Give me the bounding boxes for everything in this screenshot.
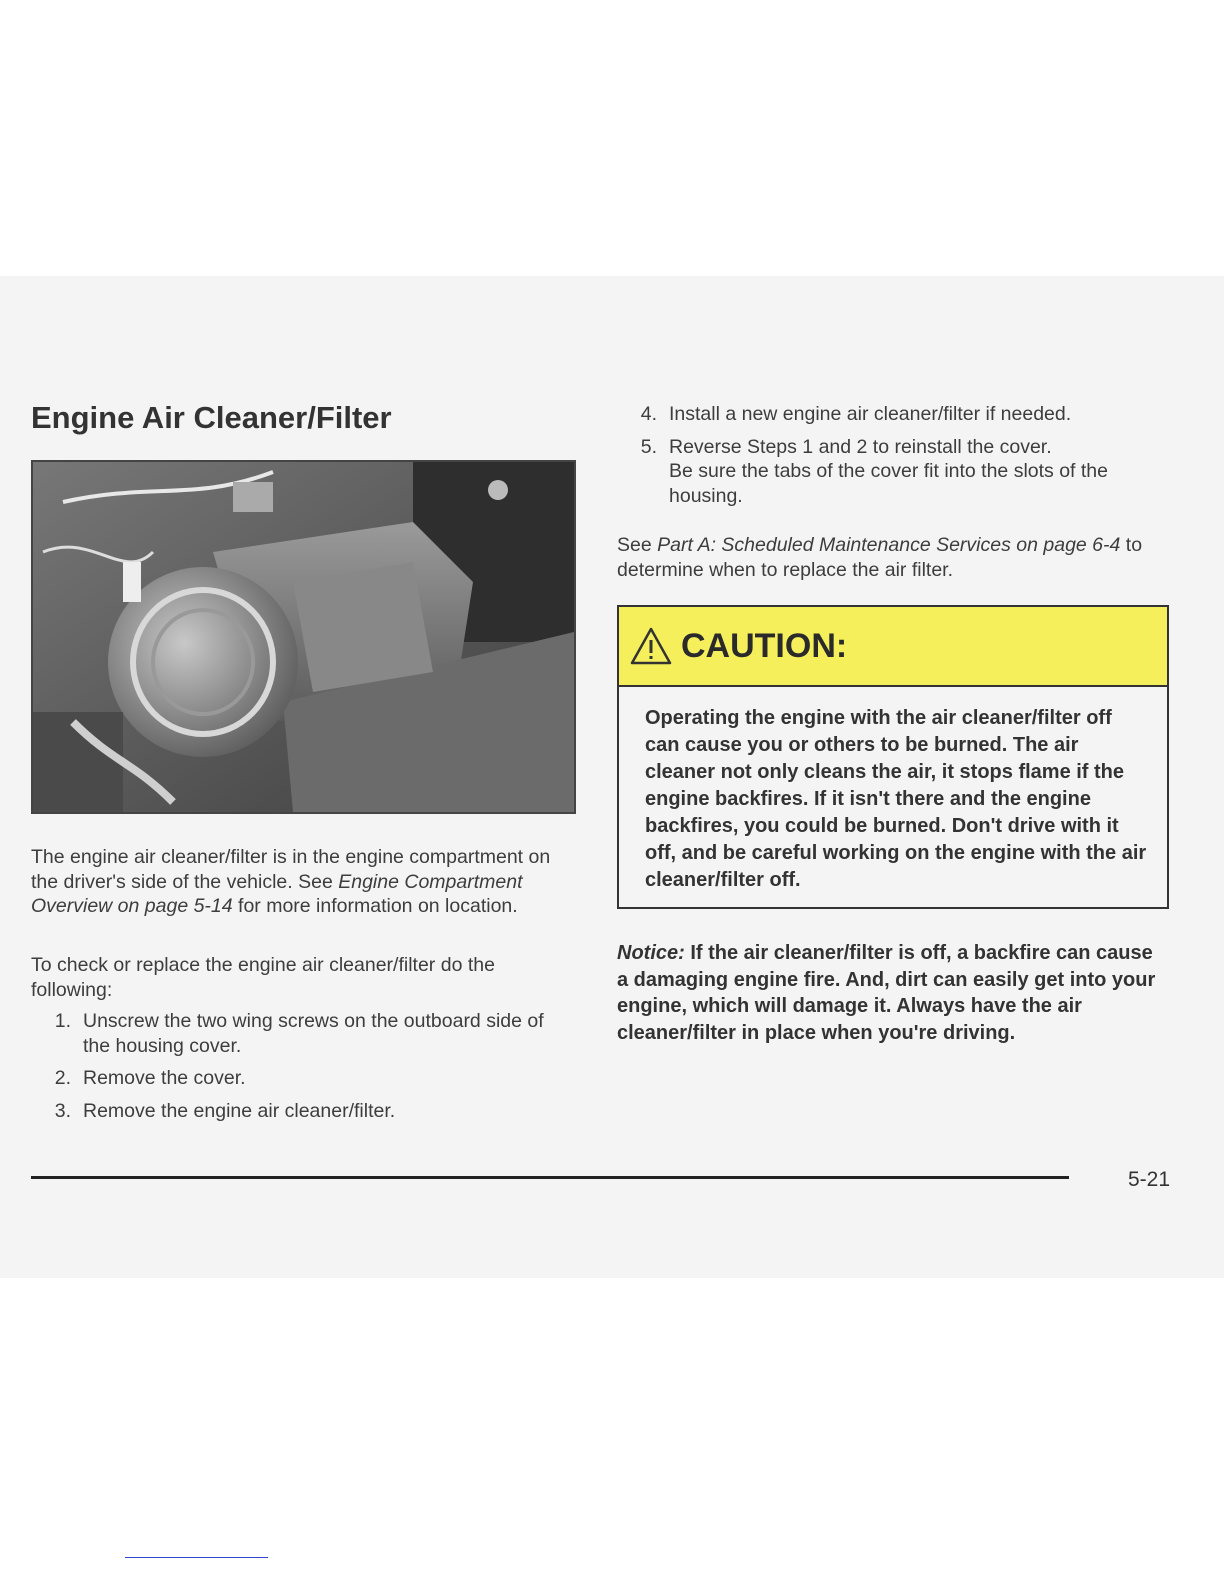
intro-text-end: for more information on location. <box>232 895 518 917</box>
notice-label: Notice: <box>617 942 685 964</box>
link-underline[interactable] <box>125 1557 268 1558</box>
step-main-text: Reverse Steps 1 and 2 to reinstall the cover. <box>669 435 1052 458</box>
steps-list-right <box>617 402 1177 516</box>
step-note: Be sure the tabs of the cover fit into the slots of the housing. <box>669 460 1108 507</box>
step-item <box>31 1099 576 1124</box>
step-number: 5. <box>640 435 657 458</box>
step-text <box>669 435 1177 509</box>
caution-box <box>617 605 1169 909</box>
step-number: 4. <box>640 403 657 425</box>
step-item <box>617 402 1177 427</box>
step-item <box>31 1066 576 1091</box>
step-text: Remove the engine air cleaner/filter. <box>83 1099 396 1122</box>
intro-paragraph <box>31 845 571 919</box>
step-number: 3. <box>54 1099 71 1122</box>
step-item <box>31 1009 576 1058</box>
engine-photo-illustration <box>33 462 574 812</box>
page-title: Engine Air Cleaner/Filter <box>31 400 392 435</box>
step-number: 1. <box>54 1010 71 1032</box>
caution-text: Operating the engine with the air cleaner/filter off can cause you or others to be burned. The air cleaner not only cleans the air, it stops flame if the engine backfires. If it isn't there and the engine backfires, you could be burned. Don't drive with it off, and be careful working on the engine with the air cleaner/filter off. <box>645 707 1147 891</box>
see-paragraph <box>617 533 1157 582</box>
see-text: See <box>617 534 658 556</box>
step-text: Unscrew the two wing screws on the outboard side of the housing cover. <box>83 1010 544 1057</box>
cross-reference-link[interactable]: Engine Compartment Overview on page 5-14 <box>31 870 523 917</box>
intro-text: The engine air cleaner/filter is in the engine compartment on the driver's side of the vehicle. See <box>31 846 551 893</box>
step-text: Remove the cover. <box>83 1067 246 1089</box>
notice-paragraph <box>617 940 1162 1046</box>
notice-text: If the air cleaner/filter is off, a backfire can cause a damaging engine fire. And, dirt can easily get into your engine, which will damage it. Always have the air cleaner/filter in place when you're driving. <box>617 942 1156 1044</box>
step-text: Install a new engine air cleaner/filter if needed. <box>669 403 1072 425</box>
caution-header <box>619 607 1167 687</box>
maintenance-reference-link[interactable]: Part A: Scheduled Maintenance Services on page 6-4 <box>657 534 1121 556</box>
see-text-end: to determine when to replace the air filter. <box>617 534 1143 581</box>
engine-photo <box>31 460 576 814</box>
steps-list-left <box>31 1009 576 1131</box>
caution-title: CAUTION: <box>681 626 848 665</box>
procedure-intro: To check or replace the engine air cleaner/filter do the following: <box>31 954 495 1001</box>
footer-rule <box>31 1176 1069 1179</box>
step-item <box>617 435 1177 509</box>
page-number: 5-21 <box>1128 1168 1171 1191</box>
warning-triangle-icon <box>629 626 673 666</box>
step-number: 2. <box>54 1067 71 1089</box>
